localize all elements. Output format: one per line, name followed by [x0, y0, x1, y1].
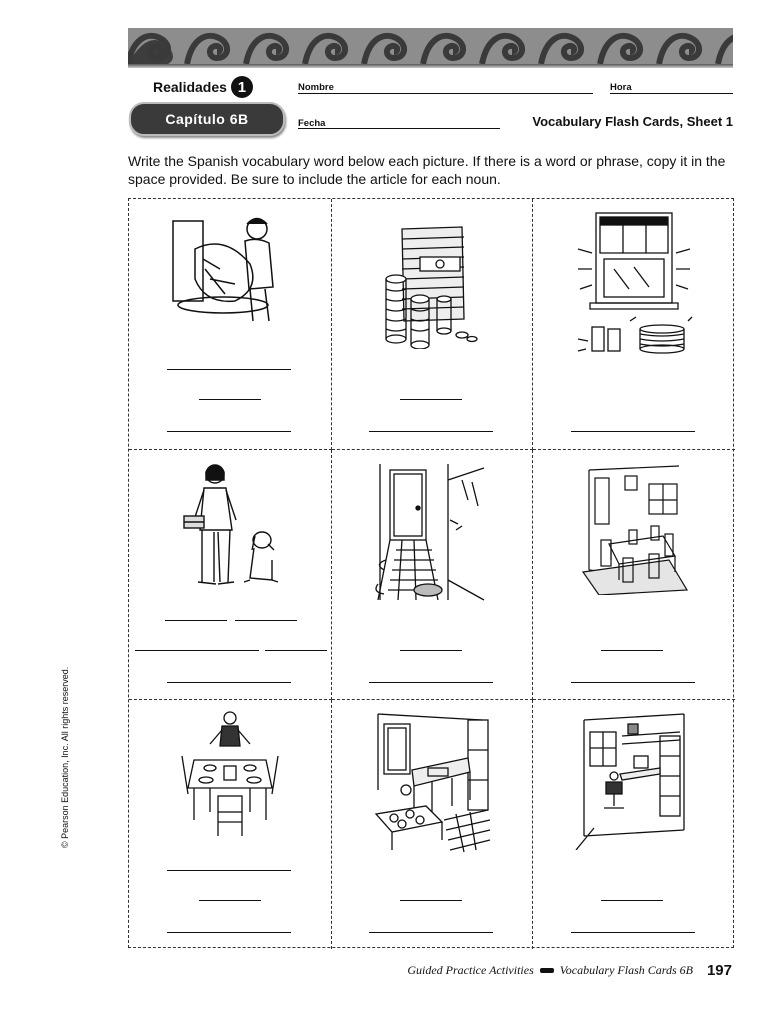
flash-card — [533, 450, 735, 700]
answer-line[interactable] — [369, 932, 493, 933]
home-office-icon — [533, 710, 735, 860]
chapter-label: Capítulo 6B — [165, 111, 249, 127]
flash-card — [332, 199, 533, 450]
footer-left: Guided Practice Activities — [407, 963, 534, 977]
answer-line[interactable] — [369, 431, 493, 432]
answer-line[interactable] — [167, 932, 291, 933]
date-line[interactable] — [298, 128, 500, 129]
flash-card — [332, 450, 533, 700]
period-line[interactable] — [610, 93, 733, 94]
answer-line[interactable] — [571, 431, 695, 432]
laundry-basket-icon — [129, 209, 331, 359]
chapter-badge — [129, 102, 285, 136]
date-label: Fecha — [298, 118, 326, 129]
set-table-icon — [129, 710, 331, 860]
answer-line[interactable] — [135, 650, 259, 651]
series-name: Realidades — [153, 79, 227, 95]
answer-line[interactable] — [601, 650, 663, 651]
answer-line[interactable] — [167, 870, 291, 871]
name-label: Nombre — [298, 82, 334, 93]
page-footer — [407, 962, 732, 979]
answer-line[interactable] — [199, 900, 261, 901]
series-title — [153, 76, 253, 98]
answer-line[interactable] — [167, 682, 291, 683]
kitchen-icon — [332, 710, 532, 860]
clean-window-dishes-icon — [533, 209, 735, 359]
answer-line[interactable] — [571, 932, 695, 933]
answer-line[interactable] — [265, 650, 327, 651]
footer-right: Vocabulary Flash Cards 6B — [559, 963, 693, 977]
flash-card-grid — [128, 198, 734, 948]
copyright-notice: © Pearson Education, Inc. All rights reserved. — [60, 666, 70, 848]
answer-line[interactable] — [369, 682, 493, 683]
sheet-title: Vocabulary Flash Cards, Sheet 1 — [532, 114, 733, 129]
footer-dash — [540, 968, 554, 973]
decorative-wave-banner — [128, 28, 733, 64]
banner-shadow — [128, 64, 733, 68]
answer-line[interactable] — [165, 620, 227, 621]
dining-room-icon — [533, 460, 735, 610]
answer-line[interactable] — [571, 682, 695, 683]
flash-card — [129, 700, 332, 949]
instructions: Write the Spanish vocabulary word below each picture. If there is a word or phrase, copy it in the space provided. Be sure to include the article for each noun. — [128, 153, 726, 187]
answer-line[interactable] — [167, 431, 291, 432]
series-level-badge: 1 — [231, 76, 253, 98]
name-line[interactable] — [298, 93, 593, 94]
flash-card — [533, 199, 735, 450]
answer-line[interactable] — [199, 399, 261, 400]
answer-line[interactable] — [400, 650, 462, 651]
answer-line[interactable] — [235, 620, 297, 621]
money-icon — [332, 209, 532, 359]
answer-line[interactable] — [400, 900, 462, 901]
answer-line[interactable] — [601, 900, 663, 901]
page-number: 197 — [706, 962, 732, 979]
dirty-floor-icon — [332, 460, 532, 610]
flash-card — [533, 700, 735, 949]
flash-card — [332, 700, 533, 949]
answer-line[interactable] — [167, 369, 291, 370]
answer-line[interactable] — [400, 399, 462, 400]
feed-dog-icon — [129, 460, 331, 610]
period-label: Hora — [610, 82, 632, 93]
flash-card — [129, 199, 332, 450]
flash-card — [129, 450, 332, 700]
